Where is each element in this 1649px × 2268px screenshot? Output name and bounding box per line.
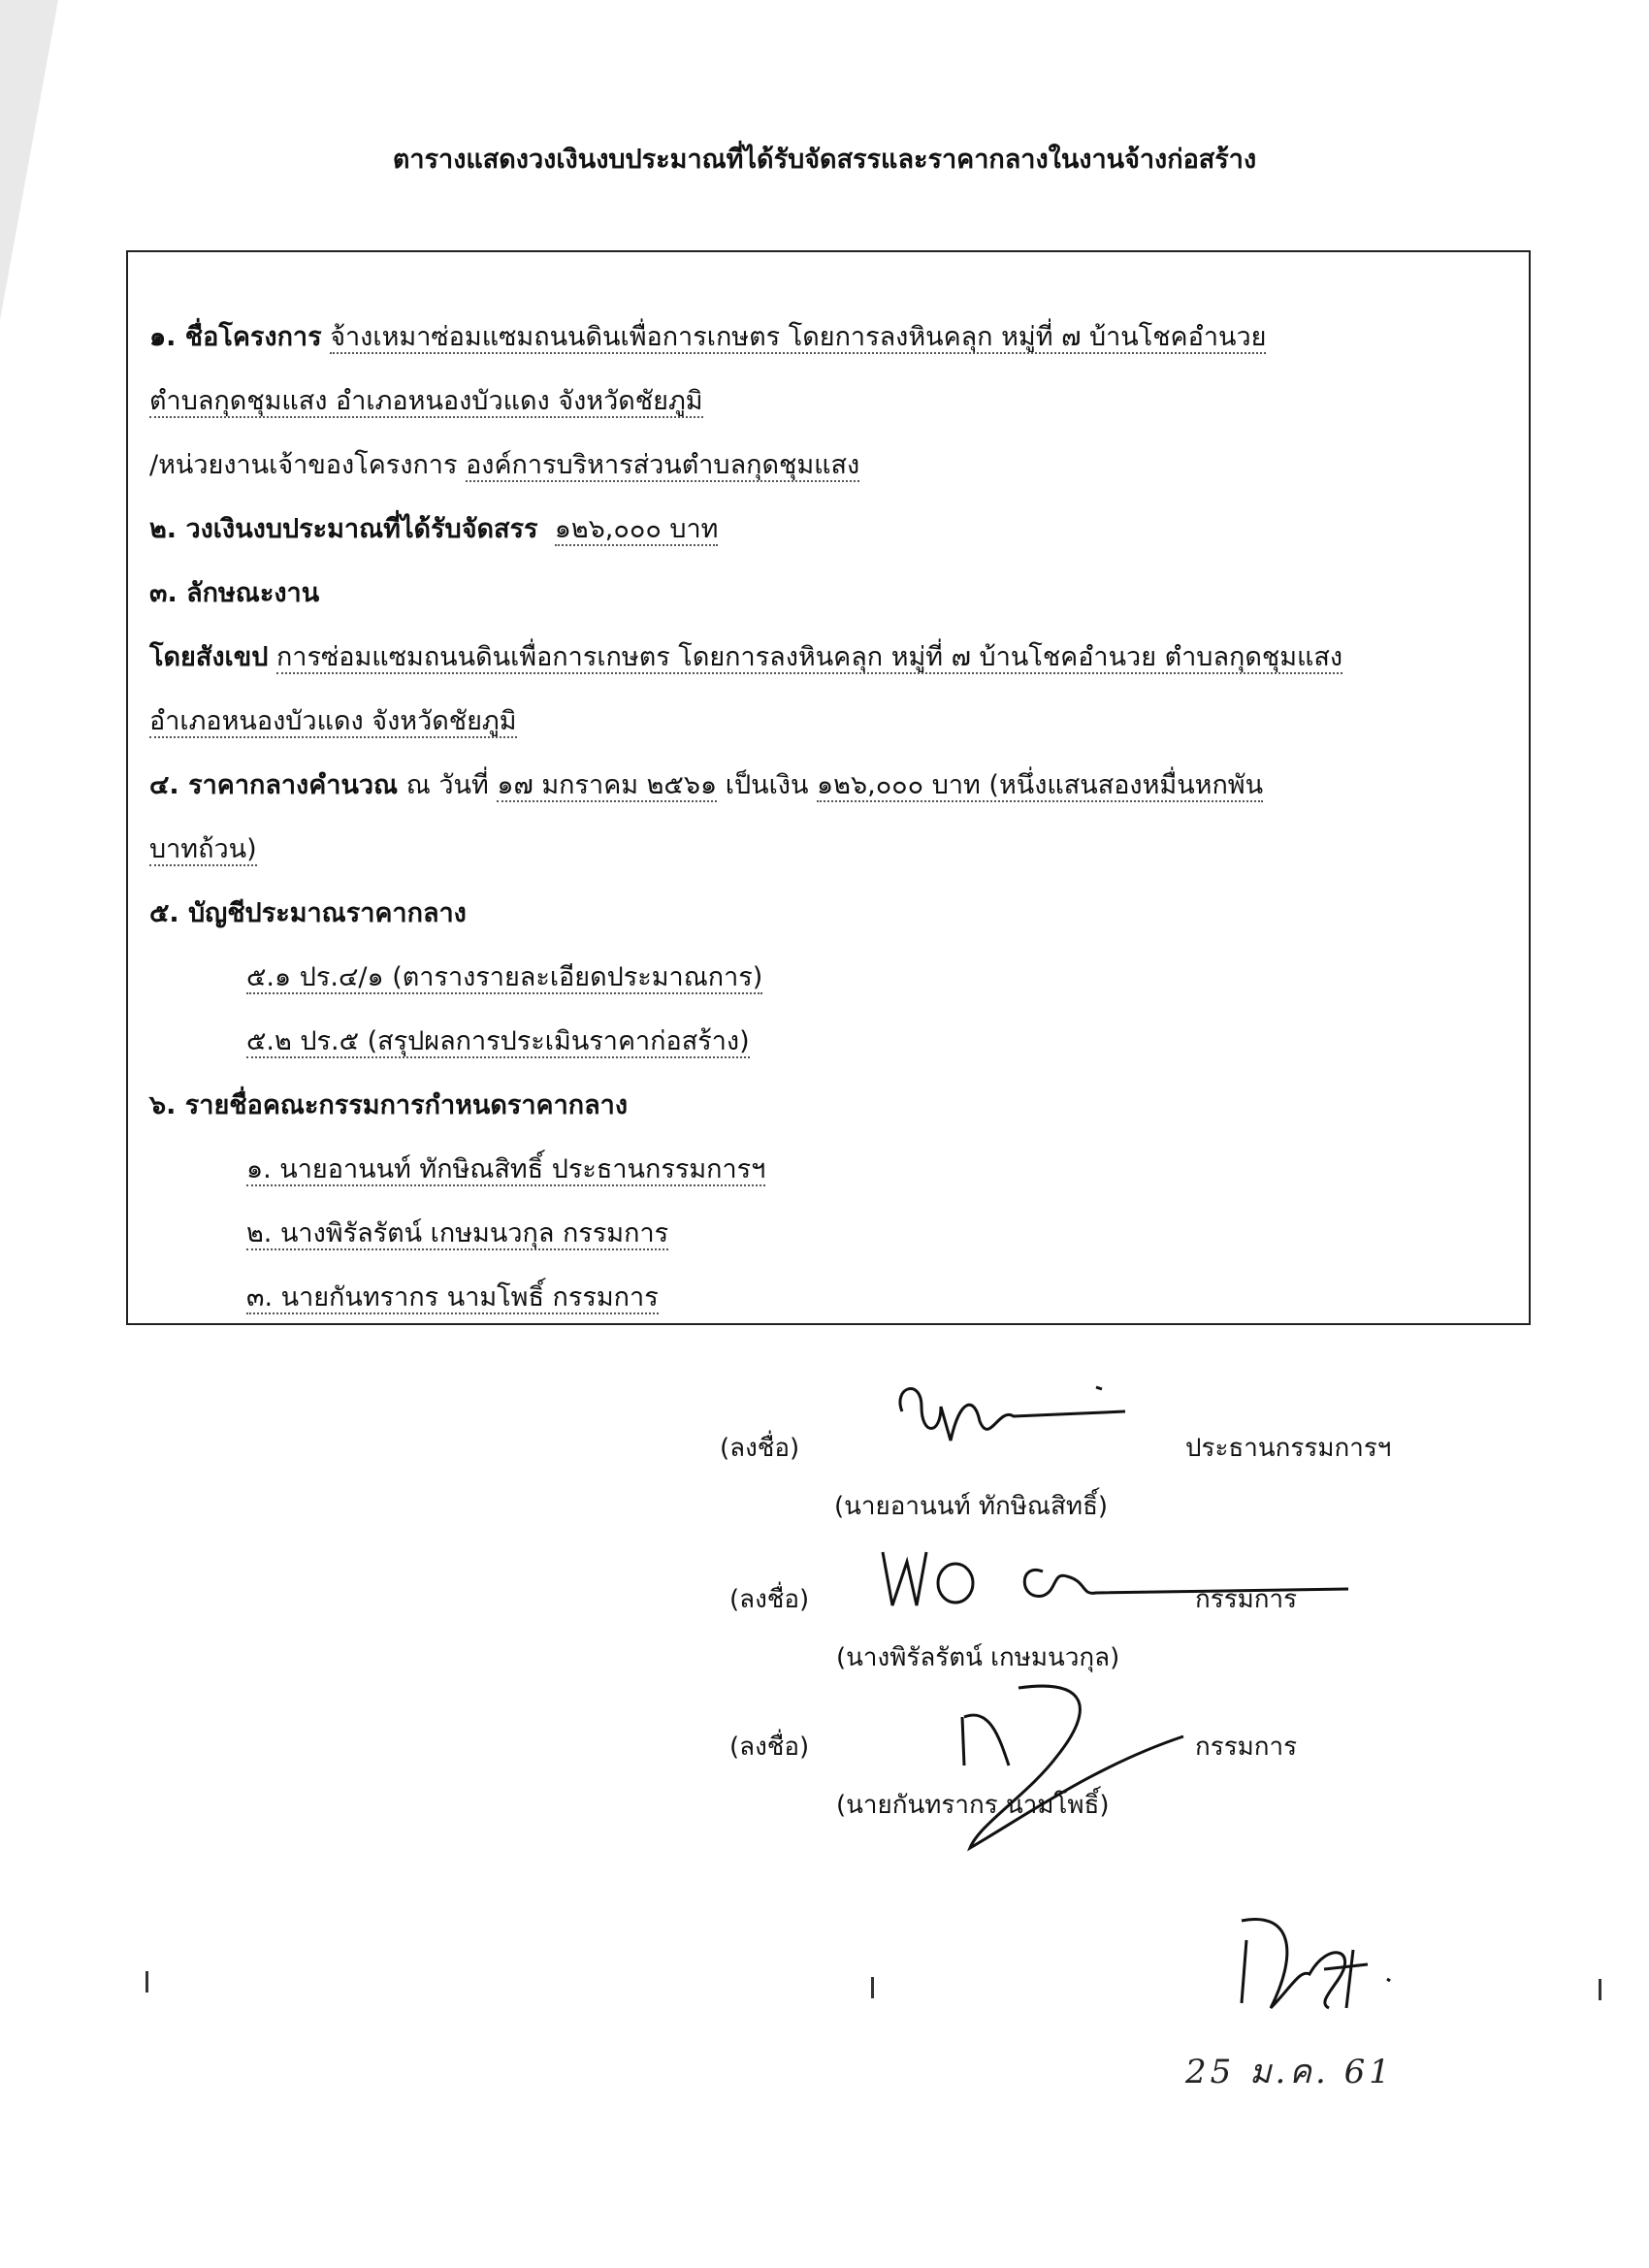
scan-mark bbox=[1599, 1979, 1601, 2000]
section1-line1 bbox=[149, 320, 1266, 355]
project-name-line1: จ้างเหมาซ่อมแซมถนนดินเพื่อการเกษตร โดยการลงหินคลุก หมู่ที่ ๗ บ้านโชคอำนวย bbox=[330, 322, 1267, 352]
summary-line1: การซ่อมแซมถนนดินเพื่อการเกษตร โดยการลงหินคลุก หมู่ที่ ๗ บ้านโชคอำนวย ตำบลกุดชุมแสง bbox=[275, 642, 1343, 672]
section1-label: ๑. ชื่อโครงการ bbox=[149, 322, 322, 352]
calc-date: ๑๗ มกราคม ๒๕๖๑ bbox=[497, 770, 718, 800]
section5-item-text: ๕.๒ ปร.๕ (สรุปผลการประเมินราคาก่อสร้าง) bbox=[246, 1026, 750, 1056]
scan-mark bbox=[146, 1971, 148, 1993]
section2-line bbox=[149, 512, 718, 547]
budget-value: ๑๒๖,๐๐๐ บาท bbox=[554, 514, 719, 544]
scan-mark bbox=[871, 1977, 874, 1998]
committee-member bbox=[246, 1152, 765, 1187]
signature-1-image bbox=[883, 1368, 1135, 1455]
project-name-line2: ตำบลกุดชุมแสง อำเภอหนองบัวแดง จังหวัดชัยภูมิ bbox=[149, 386, 703, 416]
section3-summary1 bbox=[149, 640, 1342, 675]
section4-label: ๔. ราคากลางคำนวณ bbox=[149, 770, 399, 800]
committee-member-text: ๒. นางพิรัลรัตน์ เกษมนวกุล กรรมการ bbox=[246, 1218, 669, 1248]
committee-member-text: ๑. นายอานนท์ ทักษิณสิทธิ์ ประธานกรรมการฯ bbox=[246, 1154, 766, 1184]
sign-label: (ลงชื่อ) bbox=[729, 1733, 810, 1762]
section3-label: ๓. ลักษณะงาน bbox=[149, 578, 320, 608]
signature-1-role: ประธานกรรมการฯ bbox=[1185, 1434, 1392, 1463]
calc-amount: ๑๒๖,๐๐๐ บาท (หนึ่งแสนสองหมื่นหกพัน bbox=[817, 770, 1264, 800]
sign-label: (ลงชื่อ) bbox=[720, 1434, 800, 1463]
summary-label: โดยสังเขป bbox=[149, 642, 269, 672]
signature-3-role: กรรมการ bbox=[1195, 1733, 1298, 1762]
section5-item bbox=[246, 960, 762, 995]
section4-line1 bbox=[149, 768, 1263, 803]
section5-label: ๕. บัญชีประมาณราคากลาง bbox=[149, 898, 467, 928]
section4-line2 bbox=[149, 832, 257, 867]
section6-label: ๖. รายชื่อคณะกรรมการกำหนดราคากลาง bbox=[149, 1090, 629, 1120]
section1-line2 bbox=[149, 384, 703, 419]
handwritten-date: 25 ม.ค. 61 bbox=[1185, 2053, 1394, 2091]
amount-prefix: เป็นเงิน bbox=[725, 770, 809, 800]
section5-item bbox=[246, 1024, 750, 1059]
signature-2-name: (นางพิรัลรัตน์ เกษมนวกุล) bbox=[836, 1643, 1120, 1672]
section5-item-text: ๕.๑ ปร.๔/๑ (ตารางรายละเอียดประมาณการ) bbox=[246, 962, 763, 992]
project-info-box bbox=[126, 250, 1531, 1325]
summary-line2: อำเภอหนองบัวแดง จังหวัดชัยภูมิ bbox=[149, 706, 517, 736]
section2-label: ๒. วงเงินงบประมาณที่ได้รับจัดสรร bbox=[149, 514, 538, 544]
calc-amount-cont: บาทถ้วน) bbox=[149, 834, 257, 864]
sign-label: (ลงชื่อ) bbox=[729, 1585, 810, 1614]
committee-member bbox=[246, 1280, 659, 1315]
signature-3-name: (นายกันทรากร นามโพธิ์) bbox=[836, 1791, 1110, 1820]
section3-summary2 bbox=[149, 704, 517, 739]
date-prefix: ณ วันที่ bbox=[405, 770, 489, 800]
page-title: ตารางแสดงวงเงินงบประมาณที่ได้รับจัดสรรและราคากลางในงานจ้างก่อสร้าง bbox=[392, 145, 1257, 175]
signature-2-role: กรรมการ bbox=[1195, 1585, 1298, 1614]
initials-image bbox=[1232, 1911, 1406, 2027]
committee-member-text: ๓. นายกันทรากร นามโพธิ์ กรรมการ bbox=[246, 1282, 659, 1312]
signature-1-name: (นายอานนท์ ทักษิณสิทธิ์) bbox=[834, 1492, 1109, 1521]
owner-label: /หน่วยงานเจ้าของโครงการ bbox=[149, 450, 458, 480]
signature-3-image bbox=[951, 1678, 1203, 1853]
owner-value: องค์การบริหารส่วนตำบลกุดชุมแสง bbox=[466, 450, 860, 480]
section1-owner bbox=[149, 448, 859, 483]
committee-member bbox=[246, 1216, 668, 1251]
